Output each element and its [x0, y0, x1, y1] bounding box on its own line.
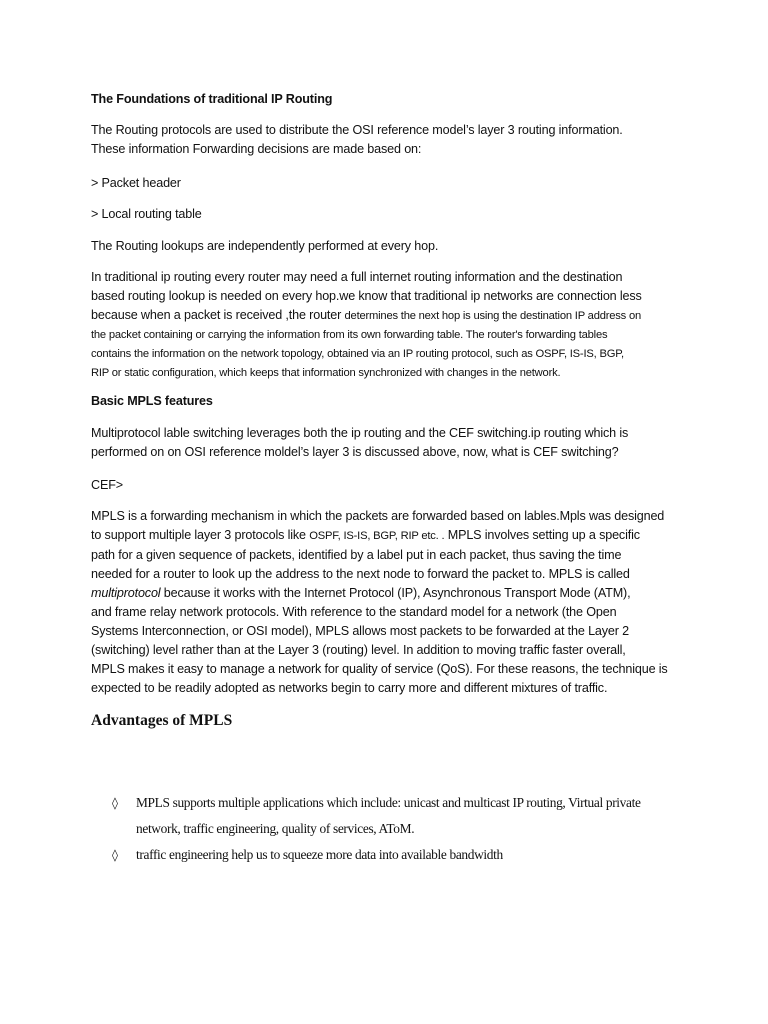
paragraph-line: RIP or static configuration, which keeps that information synchronized with changes in the network.	[91, 367, 561, 379]
list-item	[112, 790, 702, 842]
paragraph-text-italic: multiprotocol	[91, 586, 161, 600]
paragraph-line: contains the information on the network topology, obtained via an IP routing protocol, such as OSPF, IS-IS, BGP,	[91, 348, 624, 360]
paragraph-line: and frame relay network protocols. With reference to the standard model for a network (the Open	[91, 605, 617, 619]
multiprotocol-paragraph	[91, 424, 691, 462]
paragraph-line: MPLS makes it easy to manage a network for quality of service (QoS). For these reasons, the technique is	[91, 662, 668, 676]
advantages-list	[112, 790, 702, 868]
paragraph-line: Multiprotocol lable switching leverages both the ip routing and the CEF switching.ip routing which is	[91, 426, 629, 440]
bullet-line: network, traffic engineering, quality of services, AToM.	[136, 821, 415, 836]
paragraph-line	[91, 584, 691, 603]
diamond-bullet-icon: ◊	[112, 848, 118, 862]
list-item-packet-header: > Packet header	[91, 176, 181, 190]
paragraph-line: the packet containing or carrying the information from its own forwarding table. The router's forwarding tables	[91, 329, 608, 341]
bullet-line: traffic engineering help us to squeeze more data into available bandwidth	[136, 847, 503, 862]
intro-paragraph	[91, 121, 691, 159]
paragraph-line: based routing lookup is needed on every hop.we know that traditional ip networks are connection less	[91, 289, 642, 303]
paragraph-line: In traditional ip routing every router may need a full internet routing information and the destination	[91, 270, 623, 284]
cef-label: CEF>	[91, 478, 123, 492]
paragraph-line: MPLS is a forwarding mechanism in which the packets are forwarded based on lables.Mpls was designed	[91, 509, 665, 523]
paragraph-line: expected to be readily adopted as networks begin to carry more and different mixtures of traffic.	[91, 681, 608, 695]
paragraph-line: performed on on OSI reference moldel’s layer 3 is discussed above, now, what is CEF switching?	[91, 445, 619, 459]
heading-foundations: The Foundations of traditional IP Routing	[91, 92, 333, 106]
mpls-paragraph	[91, 507, 691, 698]
heading-advantages: Advantages of MPLS	[91, 712, 233, 729]
intro-line: These information Forwarding decisions are made based on:	[91, 142, 422, 156]
paragraph-line: path for a given sequence of packets, identified by a label put in each packet, thus saving the time	[91, 548, 622, 562]
list-item-routing-table: > Local routing table	[91, 207, 202, 221]
paragraph-text-small: OSPF, IS-IS, BGP, RIP etc. .	[309, 530, 445, 542]
traditional-routing-paragraph	[91, 268, 691, 383]
list-item	[112, 842, 702, 868]
paragraph-line: (switching) level rather than at the Layer 3 (routing) level. In addition to moving traffic faster overall,	[91, 643, 626, 657]
paragraph-text-small: determines the next hop is using the destination IP address on	[344, 310, 642, 322]
bullet-line: MPLS supports multiple applications which include: unicast and multicast IP routing, Virtual private	[136, 795, 641, 810]
paragraph-text: to support multiple layer 3 protocols like	[91, 528, 310, 542]
paragraph-line	[91, 306, 691, 326]
paragraph-text: because it works with the Internet Protocol (IP), Asynchronous Transport Mode (ATM),	[160, 586, 631, 600]
paragraph-text: because when a packet is received ,the router	[91, 308, 345, 322]
paragraph-line	[91, 526, 691, 546]
lookup-sentence: The Routing lookups are independently performed at every hop.	[91, 239, 439, 253]
paragraph-text: MPLS involves setting up a specific	[444, 528, 640, 542]
paragraph-line: Systems Interconnection, or OSI model), MPLS allows most packets to be forwarded at the Layer 2	[91, 624, 630, 638]
paragraph-line: needed for a router to look up the address to the next node to forward the packet to. MPLS is called	[91, 567, 630, 581]
intro-line: The Routing protocols are used to distribute the OSI reference model’s layer 3 routing information.	[91, 123, 623, 137]
diamond-bullet-icon: ◊	[112, 796, 118, 810]
heading-basic-mpls: Basic MPLS features	[91, 394, 213, 408]
